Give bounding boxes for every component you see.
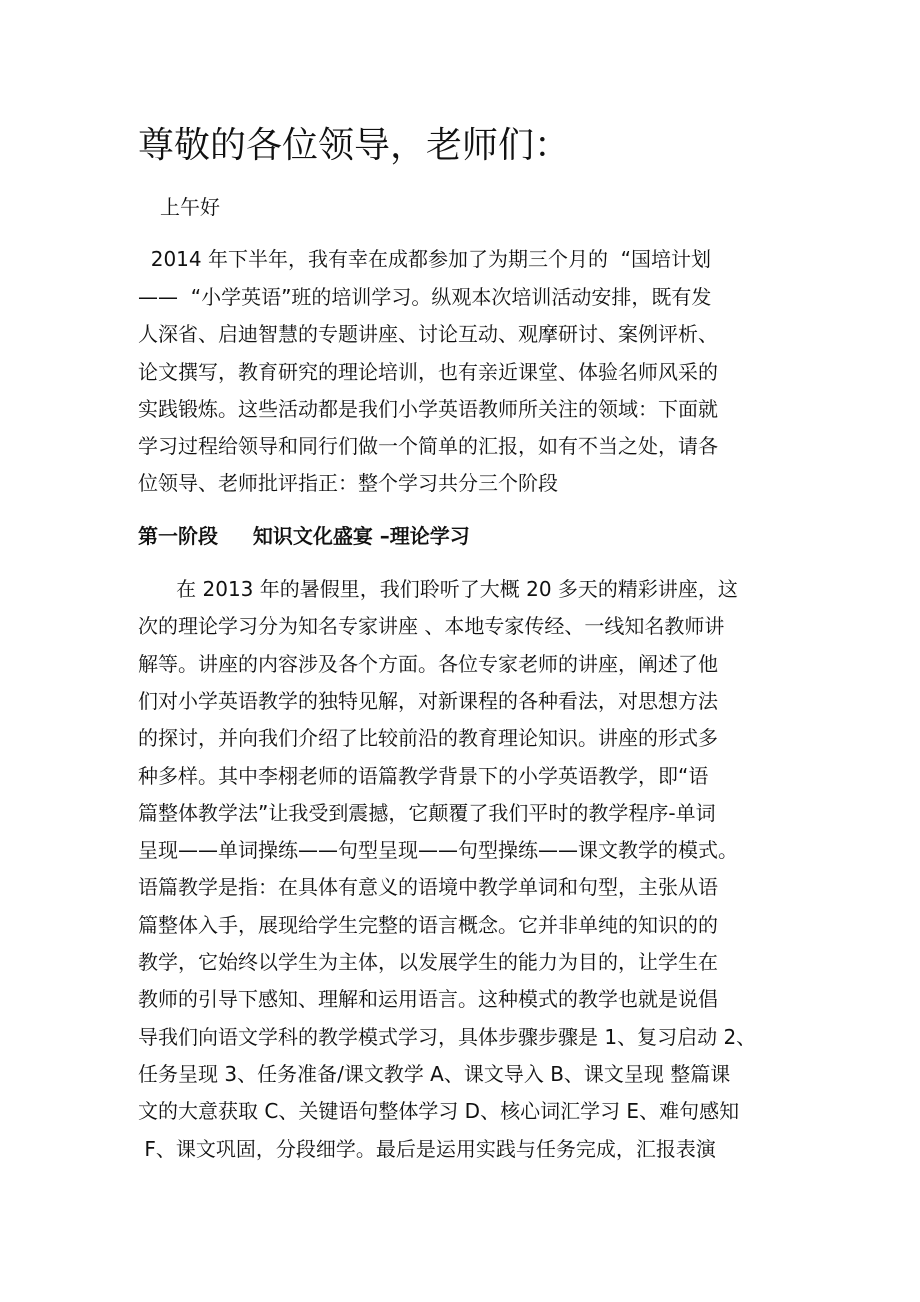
- body-line: 篇整体教学法”让我受到震撼，它颠覆了我们平时的教学程序-单词: [138, 801, 716, 825]
- body-line: 任务呈现 3、任务准备/课文教学 A、课文导入 B、课文呈现 整篇课: [138, 1062, 731, 1086]
- section-heading: 第一阶段 知识文化盛宴 –理论学习: [138, 524, 470, 548]
- body-line: 在 2013 年的暑假里，我们聆听了大概 20 多天的精彩讲座，这: [138, 577, 738, 601]
- body-line: 种多样。其中李栩老师的语篇教学背景下的小学英语教学，即“语: [138, 764, 709, 788]
- body-line: 文的大意获取 C、关键语句整体学习 D、核心词汇学习 E、难句感知: [138, 1099, 740, 1123]
- intro-line: —— “小学英语”班的培训学习。纵观本次培训活动安排，既有发: [138, 285, 712, 309]
- intro-line: 2014 年下半年，我有幸在成都参加了为期三个月的 “国培计划: [138, 247, 712, 271]
- intro-line: 位领导、老师批评指正：整个学习共分三个阶段: [138, 471, 558, 495]
- body-line: 教师的引导下感知、理解和运用语言。这种模式的教学也就是说倡: [138, 987, 718, 1011]
- body-line: 教学，它始终以学生为主体，以发展学生的能力为目的，让学生在: [138, 950, 718, 974]
- greeting: 上午好: [160, 195, 220, 219]
- body-line: 的探讨，并向我们介绍了比较前沿的教育理论知识。讲座的形式多: [138, 726, 718, 750]
- body-line: 解等。讲座的内容涉及各个方面。各位专家老师的讲座，阐述了他: [138, 652, 718, 676]
- intro-line: 学习过程给领导和同行们做一个简单的汇报，如有不当之处，请各: [138, 434, 718, 458]
- body-line: 次的理论学习分为知名专家讲座 、本地专家传经、一线知名教师讲: [138, 614, 725, 638]
- body-line: 篇整体入手，展现给学生完整的语言概念。它并非单纯的知识的的: [138, 913, 718, 937]
- intro-line: 论文撰写，教育研究的理论培训，也有亲近课堂、体验名师风采的: [138, 360, 718, 384]
- intro-line: 人深省、启迪智慧的专题讲座、讨论互动、观摩研讨、案例评析、: [138, 322, 718, 346]
- page-title: 尊敬的各位领导，老师们：: [138, 125, 571, 166]
- body-line: 呈现——单词操练——句型呈现——句型操练——课文教学的模式。: [138, 838, 738, 862]
- body-line: 语篇教学是指：在具体有意义的语境中教学单词和句型，主张从语: [138, 875, 718, 899]
- intro-line: 实践锻炼。这些活动都是我们小学英语教师所关注的领域：下面就: [138, 397, 718, 421]
- body-line: 导我们向语文学科的教学模式学习，具体步骤步骤是 1、复习启动 2、: [138, 1025, 757, 1049]
- body-line: F、课文巩固，分段细学。最后是运用实践与任务完成，汇报表演: [138, 1137, 716, 1161]
- body-line: 们对小学英语教学的独特见解，对新课程的各种看法，对思想方法: [138, 689, 718, 713]
